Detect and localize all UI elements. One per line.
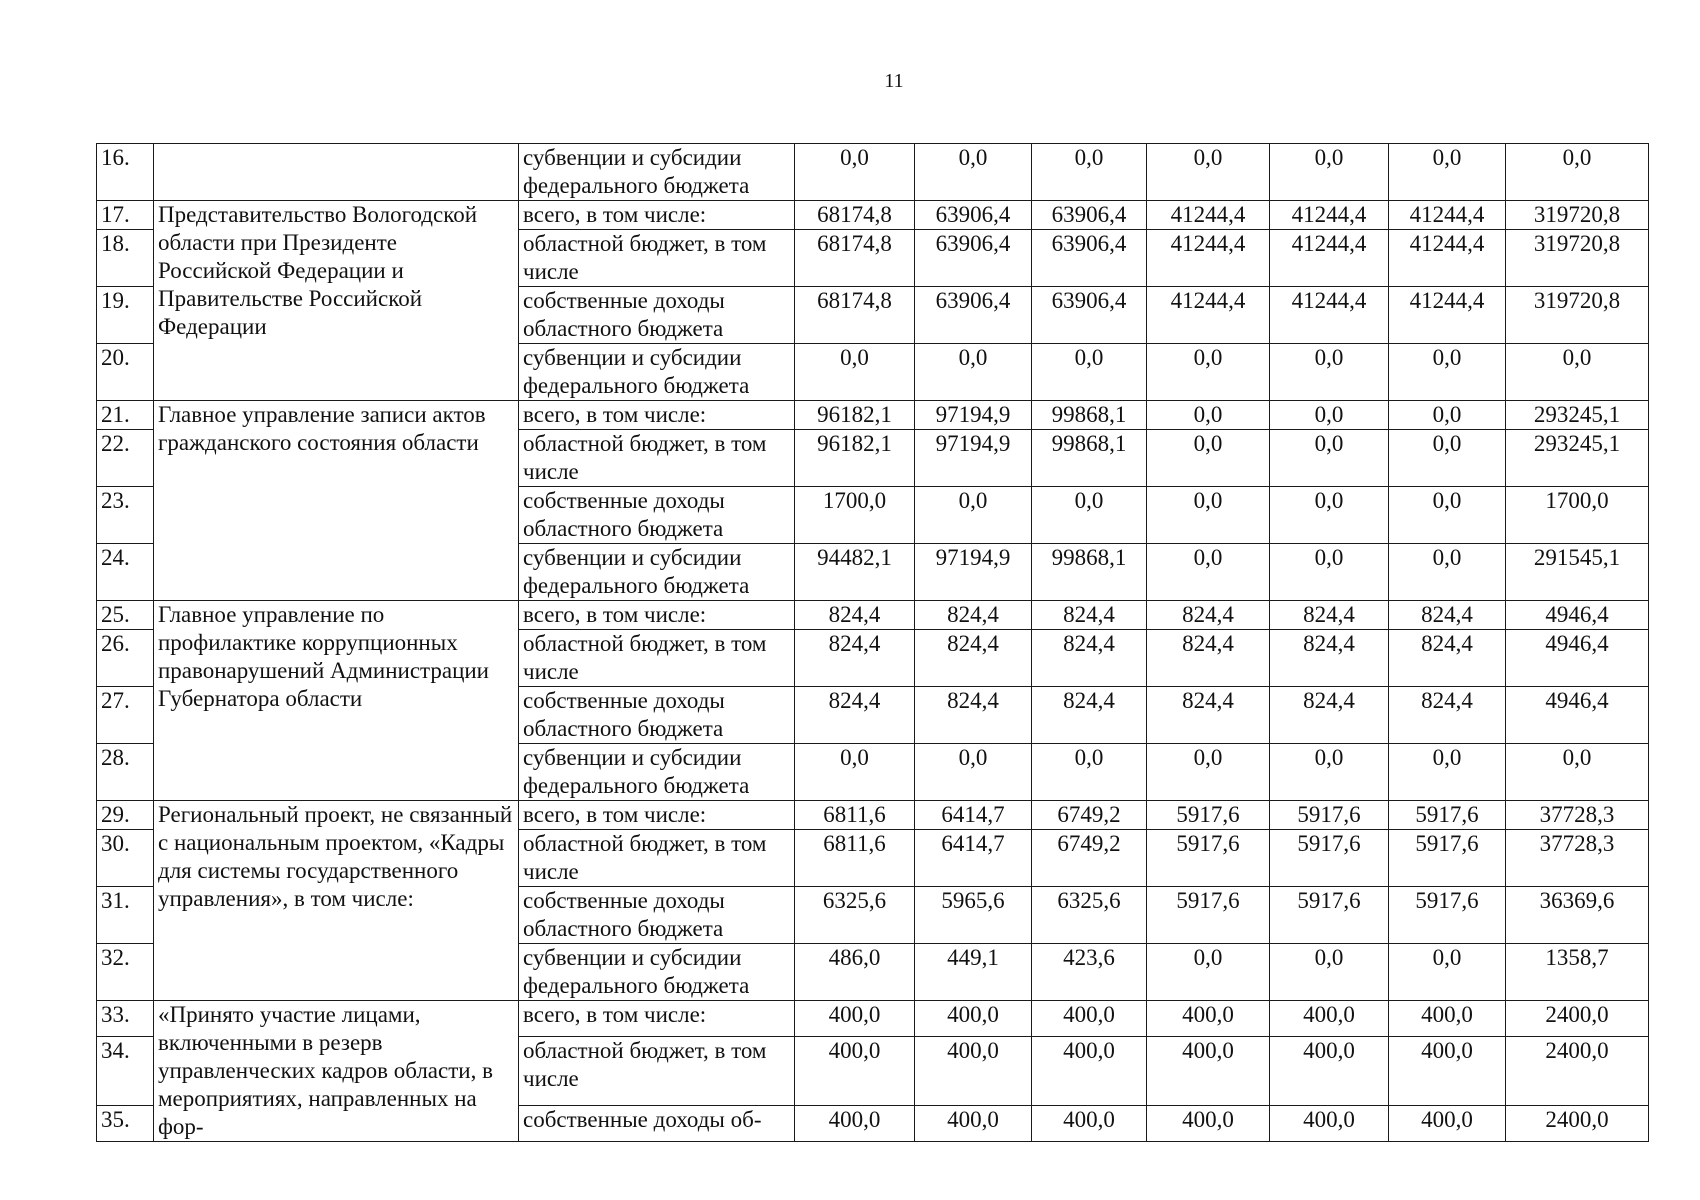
year-value-cell: 6749,2 (1032, 830, 1147, 887)
total-value-cell: 319720,8 (1506, 230, 1649, 287)
year-value-cell: 0,0 (915, 144, 1032, 201)
year-value-cell: 824,4 (1270, 687, 1389, 744)
year-value-cell: 824,4 (1147, 687, 1270, 744)
total-value-cell: 319720,8 (1506, 201, 1649, 230)
year-value-cell: 400,0 (1147, 1001, 1270, 1037)
year-value-cell: 0,0 (1147, 144, 1270, 201)
year-value-cell: 5917,6 (1389, 887, 1506, 944)
year-value-cell: 63906,4 (915, 201, 1032, 230)
year-value-cell: 400,0 (1389, 1001, 1506, 1037)
year-value-cell: 0,0 (1270, 744, 1389, 801)
year-value-cell: 824,4 (1032, 630, 1147, 687)
total-value-cell: 1358,7 (1506, 944, 1649, 1001)
year-value-cell: 6325,6 (795, 887, 915, 944)
year-value-cell: 41244,4 (1270, 230, 1389, 287)
year-value-cell: 824,4 (1389, 601, 1506, 630)
year-value-cell: 400,0 (1270, 1036, 1389, 1106)
year-value-cell: 0,0 (1389, 144, 1506, 201)
organization-name: Представительство Вологодской области при Президенте Российской Федерации и Правительстве Российской Федерации (154, 201, 519, 401)
year-value-cell: 63906,4 (915, 287, 1032, 344)
year-value-cell: 6325,6 (1032, 887, 1147, 944)
year-value-cell: 400,0 (795, 1106, 915, 1142)
funding-source: собственные доходы об- (519, 1106, 795, 1142)
year-value-cell: 0,0 (1147, 487, 1270, 544)
year-value-cell: 0,0 (1389, 344, 1506, 401)
year-value-cell: 0,0 (795, 144, 915, 201)
year-value-cell: 400,0 (1147, 1106, 1270, 1142)
year-value-cell: 0,0 (1270, 487, 1389, 544)
total-value-cell: 319720,8 (1506, 287, 1649, 344)
year-value-cell: 99868,1 (1032, 544, 1147, 601)
year-value-cell: 96182,1 (795, 430, 915, 487)
table-row (97, 801, 1649, 830)
year-value-cell: 400,0 (1147, 1036, 1270, 1106)
year-value-cell: 0,0 (915, 744, 1032, 801)
year-value-cell: 486,0 (795, 944, 915, 1001)
organization-name: «Принято участие лицами, включенными в резерв управленческих кадров области, в мероприятиях, направленных на фор- (154, 1001, 519, 1142)
year-value-cell: 0,0 (1389, 944, 1506, 1001)
year-value-cell: 400,0 (1389, 1106, 1506, 1142)
year-value-cell: 0,0 (1147, 430, 1270, 487)
organization-name: Главное управление записи актов гражданского состояния области (154, 401, 519, 601)
year-value-cell: 0,0 (1270, 344, 1389, 401)
row-number: 35. (97, 1106, 154, 1142)
year-value-cell: 824,4 (795, 687, 915, 744)
year-value-cell: 0,0 (1147, 401, 1270, 430)
year-value-cell: 0,0 (1270, 544, 1389, 601)
table-row (97, 401, 1649, 430)
year-value-cell: 1700,0 (795, 487, 915, 544)
total-value-cell: 37728,3 (1506, 801, 1649, 830)
year-value-cell: 0,0 (1147, 744, 1270, 801)
row-number: 30. (97, 830, 154, 887)
year-value-cell: 41244,4 (1389, 201, 1506, 230)
year-value-cell: 97194,9 (915, 430, 1032, 487)
year-value-cell: 0,0 (1270, 144, 1389, 201)
table-body (97, 144, 1649, 1142)
page-number: 11 (884, 70, 904, 92)
year-value-cell: 63906,4 (915, 230, 1032, 287)
year-value-cell: 0,0 (1389, 401, 1506, 430)
year-value-cell: 824,4 (1147, 601, 1270, 630)
year-value-cell: 824,4 (1389, 687, 1506, 744)
year-value-cell: 5917,6 (1147, 887, 1270, 944)
year-value-cell: 0,0 (1389, 544, 1506, 601)
year-value-cell: 824,4 (1147, 630, 1270, 687)
organization-name: Региональный проект, не связанный с национальным проектом, «Кадры для системы государственного управления», в том числе: (154, 801, 519, 1001)
year-value-cell: 68174,8 (795, 230, 915, 287)
funding-source: областной бюджет, в том числе (519, 630, 795, 687)
total-value-cell: 0,0 (1506, 744, 1649, 801)
row-number: 28. (97, 744, 154, 801)
year-value-cell: 6414,7 (915, 801, 1032, 830)
total-value-cell: 2400,0 (1506, 1106, 1649, 1142)
total-value-cell: 0,0 (1506, 344, 1649, 401)
row-number: 32. (97, 944, 154, 1001)
year-value-cell: 5917,6 (1147, 830, 1270, 887)
year-value-cell: 5917,6 (1389, 830, 1506, 887)
funding-source: собственные доходы областного бюджета (519, 487, 795, 544)
funding-source: областной бюджет, в том числе (519, 230, 795, 287)
row-number: 33. (97, 1001, 154, 1037)
organization-name (154, 144, 519, 201)
organization-name: Главное управление по профилактике коррупционных правонарушений Администрации Губернатора области (154, 601, 519, 801)
funding-source: всего, в том числе: (519, 401, 795, 430)
year-value-cell: 0,0 (1032, 487, 1147, 544)
funding-source: областной бюджет, в том числе (519, 430, 795, 487)
table-row (97, 144, 1649, 201)
funding-source: субвенции и субсидии федерального бюджета (519, 944, 795, 1001)
year-value-cell: 400,0 (1270, 1001, 1389, 1037)
year-value-cell: 41244,4 (1147, 230, 1270, 287)
row-number: 22. (97, 430, 154, 487)
year-value-cell: 824,4 (1270, 601, 1389, 630)
row-number: 31. (97, 887, 154, 944)
year-value-cell: 0,0 (1032, 344, 1147, 401)
year-value-cell: 41244,4 (1270, 287, 1389, 344)
total-value-cell: 2400,0 (1506, 1001, 1649, 1037)
funding-source: субвенции и субсидии федерального бюджета (519, 144, 795, 201)
funding-source: субвенции и субсидии федерального бюджета (519, 744, 795, 801)
total-value-cell: 1700,0 (1506, 487, 1649, 544)
total-value-cell: 293245,1 (1506, 401, 1649, 430)
year-value-cell: 0,0 (1270, 401, 1389, 430)
year-value-cell: 68174,8 (795, 201, 915, 230)
year-value-cell: 6749,2 (1032, 801, 1147, 830)
year-value-cell: 400,0 (795, 1001, 915, 1037)
year-value-cell: 41244,4 (1389, 230, 1506, 287)
year-value-cell: 0,0 (1389, 430, 1506, 487)
row-number: 25. (97, 601, 154, 630)
total-value-cell: 0,0 (1506, 144, 1649, 201)
row-number: 23. (97, 487, 154, 544)
year-value-cell: 5917,6 (1270, 830, 1389, 887)
row-number: 17. (97, 201, 154, 230)
year-value-cell: 0,0 (1032, 144, 1147, 201)
row-number: 20. (97, 344, 154, 401)
row-number: 18. (97, 230, 154, 287)
funding-source: субвенции и субсидии федерального бюджета (519, 344, 795, 401)
row-number: 16. (97, 144, 154, 201)
funding-source: всего, в том числе: (519, 601, 795, 630)
year-value-cell: 400,0 (1032, 1106, 1147, 1142)
budget-table (96, 143, 1649, 1142)
year-value-cell: 0,0 (795, 744, 915, 801)
year-value-cell: 0,0 (915, 344, 1032, 401)
year-value-cell: 99868,1 (1032, 430, 1147, 487)
year-value-cell: 41244,4 (1147, 201, 1270, 230)
year-value-cell: 400,0 (795, 1036, 915, 1106)
year-value-cell: 6414,7 (915, 830, 1032, 887)
year-value-cell: 824,4 (1032, 601, 1147, 630)
funding-source: областной бюджет, в том числе (519, 830, 795, 887)
table-row (97, 601, 1649, 630)
year-value-cell: 824,4 (915, 630, 1032, 687)
year-value-cell: 97194,9 (915, 544, 1032, 601)
year-value-cell: 5917,6 (1270, 887, 1389, 944)
year-value-cell: 5917,6 (1270, 801, 1389, 830)
table-row (97, 1001, 1649, 1037)
total-value-cell: 293245,1 (1506, 430, 1649, 487)
funding-source: собственные доходы областного бюджета (519, 887, 795, 944)
funding-source: собственные доходы областного бюджета (519, 687, 795, 744)
year-value-cell: 5917,6 (1147, 801, 1270, 830)
year-value-cell: 41244,4 (1147, 287, 1270, 344)
year-value-cell: 400,0 (1032, 1036, 1147, 1106)
funding-source: всего, в том числе: (519, 1001, 795, 1037)
year-value-cell: 0,0 (1147, 544, 1270, 601)
year-value-cell: 41244,4 (1389, 287, 1506, 344)
total-value-cell: 2400,0 (1506, 1036, 1649, 1106)
funding-source: субвенции и субсидии федерального бюджета (519, 544, 795, 601)
year-value-cell: 423,6 (1032, 944, 1147, 1001)
year-value-cell: 400,0 (915, 1036, 1032, 1106)
year-value-cell: 63906,4 (1032, 287, 1147, 344)
year-value-cell: 824,4 (915, 601, 1032, 630)
year-value-cell: 0,0 (1389, 744, 1506, 801)
funding-source: всего, в том числе: (519, 201, 795, 230)
year-value-cell: 0,0 (1032, 744, 1147, 801)
year-value-cell: 41244,4 (1270, 201, 1389, 230)
total-value-cell: 36369,6 (1506, 887, 1649, 944)
year-value-cell: 96182,1 (795, 401, 915, 430)
year-value-cell: 63906,4 (1032, 230, 1147, 287)
row-number: 29. (97, 801, 154, 830)
year-value-cell: 6811,6 (795, 830, 915, 887)
year-value-cell: 0,0 (1147, 344, 1270, 401)
row-number: 24. (97, 544, 154, 601)
year-value-cell: 5917,6 (1389, 801, 1506, 830)
total-value-cell: 4946,4 (1506, 630, 1649, 687)
total-value-cell: 37728,3 (1506, 830, 1649, 887)
year-value-cell: 0,0 (1270, 430, 1389, 487)
year-value-cell: 0,0 (1270, 944, 1389, 1001)
table-row (97, 201, 1649, 230)
year-value-cell: 449,1 (915, 944, 1032, 1001)
year-value-cell: 63906,4 (1032, 201, 1147, 230)
year-value-cell: 94482,1 (795, 544, 915, 601)
row-number: 19. (97, 287, 154, 344)
year-value-cell: 400,0 (1032, 1001, 1147, 1037)
year-value-cell: 400,0 (1389, 1036, 1506, 1106)
year-value-cell: 400,0 (915, 1106, 1032, 1142)
year-value-cell: 68174,8 (795, 287, 915, 344)
year-value-cell: 824,4 (915, 687, 1032, 744)
row-number: 27. (97, 687, 154, 744)
year-value-cell: 6811,6 (795, 801, 915, 830)
year-value-cell: 824,4 (1389, 630, 1506, 687)
funding-source: собственные доходы областного бюджета (519, 287, 795, 344)
funding-source: областной бюджет, в том числе (519, 1036, 795, 1106)
year-value-cell: 0,0 (1147, 944, 1270, 1001)
year-value-cell: 97194,9 (915, 401, 1032, 430)
year-value-cell: 400,0 (915, 1001, 1032, 1037)
row-number: 26. (97, 630, 154, 687)
total-value-cell: 291545,1 (1506, 544, 1649, 601)
year-value-cell: 824,4 (795, 630, 915, 687)
year-value-cell: 0,0 (915, 487, 1032, 544)
year-value-cell: 400,0 (1270, 1106, 1389, 1142)
total-value-cell: 4946,4 (1506, 601, 1649, 630)
year-value-cell: 824,4 (1032, 687, 1147, 744)
year-value-cell: 824,4 (1270, 630, 1389, 687)
total-value-cell: 4946,4 (1506, 687, 1649, 744)
funding-source: всего, в том числе: (519, 801, 795, 830)
year-value-cell: 0,0 (1389, 487, 1506, 544)
row-number: 21. (97, 401, 154, 430)
year-value-cell: 99868,1 (1032, 401, 1147, 430)
year-value-cell: 5965,6 (915, 887, 1032, 944)
year-value-cell: 824,4 (795, 601, 915, 630)
row-number: 34. (97, 1036, 154, 1106)
year-value-cell: 0,0 (795, 344, 915, 401)
